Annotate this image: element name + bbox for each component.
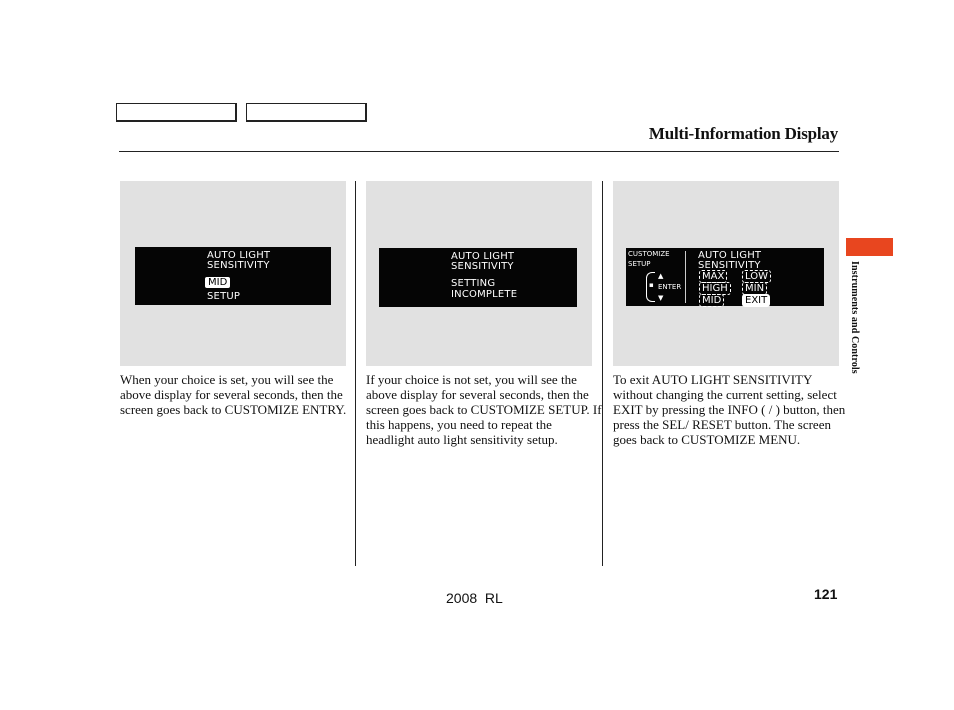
option-mid: MID	[699, 294, 724, 307]
lcd-divider	[685, 251, 686, 303]
display-panel-1	[120, 181, 346, 366]
page-title: Multi-Information Display	[648, 124, 838, 143]
lcd-line: AUTO LIGHT	[207, 250, 271, 261]
nav-tab-1[interactable]	[116, 103, 237, 122]
option-low: LOW	[742, 270, 771, 283]
display-panel-3	[613, 181, 839, 366]
column-1-text: When your choice is set, you will see the above display for several seconds, then the screen goes back to CUSTOMIZE ENTRY.	[120, 372, 347, 417]
title-rule	[119, 151, 839, 152]
down-arrow-icon: ▼	[658, 294, 664, 302]
section-side-label: Instruments and Controls	[849, 261, 860, 374]
lcd-line: INCOMPLETE	[451, 289, 518, 300]
lcd-menu-label: CUSTOMIZE	[628, 250, 670, 258]
display-panel-2	[366, 181, 592, 366]
lcd-line: AUTO LIGHT	[451, 251, 515, 262]
column-2-text: If your choice is not set, you will see the above display for several seconds, then the screen goes back to CUSTOMIZE SETUP. If this happens, you need to repeat the headlight auto light sensitivity setup.	[366, 372, 602, 447]
option-high: HIGH	[699, 282, 731, 295]
lcd-highlighted-option: MID	[205, 277, 230, 288]
column-divider-2	[602, 181, 603, 566]
info-selector-icon: ▪	[649, 281, 654, 289]
section-side-tab[interactable]	[846, 238, 893, 256]
lcd-display-2	[379, 248, 577, 307]
column-3-text: To exit AUTO LIGHT SENSITIVITY without changing the current setting, select EXIT by pressing the INFO ( / ) button, then press the SEL/ RESET button. The screen goes back to CUSTOMIZE MENU.	[613, 372, 846, 447]
lcd-line: SENSITIVITY	[451, 261, 514, 272]
option-max: MAX	[699, 270, 727, 283]
lcd-title: SENSITIVITY	[698, 260, 761, 271]
lcd-line: SETUP	[207, 291, 241, 302]
lcd-display-1	[135, 247, 331, 305]
lcd-line: SETTING	[451, 278, 496, 289]
nav-tab-2[interactable]	[246, 103, 367, 122]
up-arrow-icon: ▲	[658, 272, 664, 280]
lcd-title: AUTO LIGHT	[698, 250, 762, 261]
page-number: 121	[814, 586, 838, 602]
lcd-menu-label: SETUP	[628, 260, 651, 268]
footer-model: 2008 RL	[446, 590, 503, 606]
option-min: MIN	[742, 282, 767, 295]
lcd-display-3	[626, 248, 824, 306]
enter-label: ENTER	[658, 283, 682, 291]
option-exit-selected: EXIT	[742, 294, 770, 307]
section-side-label-wrap	[847, 261, 861, 411]
lcd-line: SENSITIVITY	[207, 260, 270, 271]
